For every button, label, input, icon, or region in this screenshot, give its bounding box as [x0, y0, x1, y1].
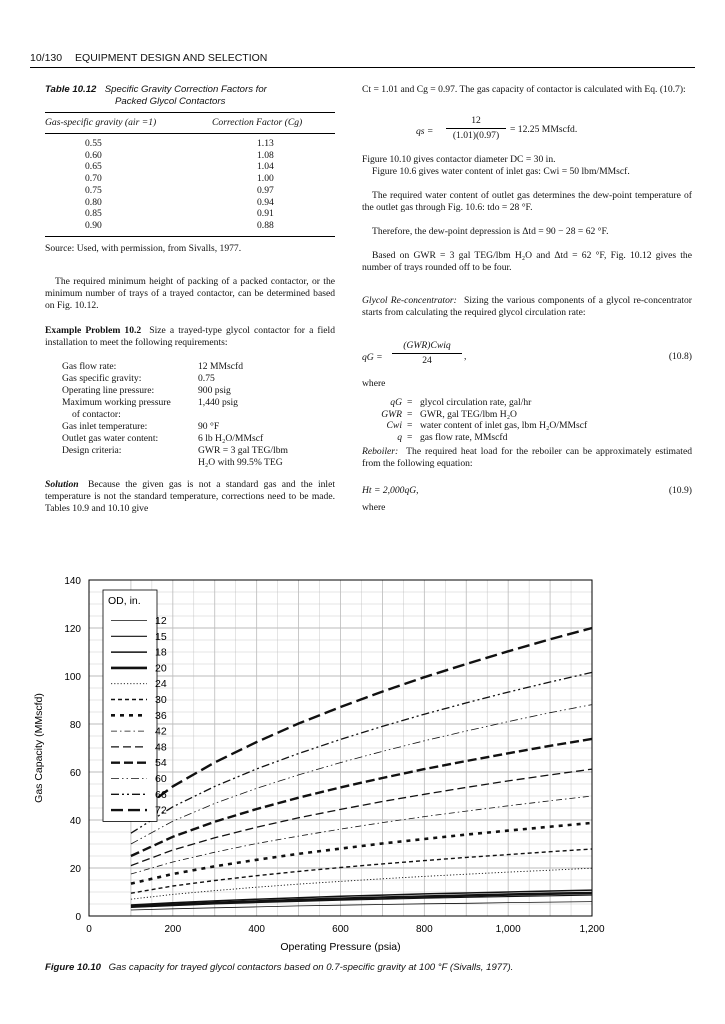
legend-label: 48 [155, 741, 167, 754]
left-paragraph: The required minimum height of packing of a packed contactor, or the minimum number of trays of a trayed contactor, can be determined based on Fig. 10.12. [45, 276, 335, 311]
requirement-value: 6 lb H₂O/MMscf [198, 433, 264, 444]
table-col2: Correction Factor (Cg) [212, 117, 303, 128]
definition-text: glycol circulation rate, gal/hr [420, 397, 532, 408]
x-tick-label: 800 [415, 924, 433, 935]
legend-label: 66 [155, 788, 167, 801]
definition-equals: = [407, 408, 413, 420]
requirement-label: Design criteria: [62, 445, 122, 456]
table-cell-gravity: 0.65 [85, 161, 102, 173]
table-cell-gravity: 0.90 [85, 219, 102, 231]
table-header [45, 117, 335, 129]
definitions-list [362, 397, 692, 447]
legend-label: 30 [155, 694, 167, 706]
example-problem [45, 325, 335, 349]
figure-caption [45, 962, 513, 973]
requirement-row [62, 361, 332, 373]
solution-label: Solution [45, 479, 79, 490]
table-cell-gravity: 0.70 [85, 173, 102, 185]
reconcentrator-text: Sizing the various components of a glycol re-concentrator starts from calculating the required glycol circulation rate: [362, 295, 692, 318]
eq2-tag: (10.8) [668, 351, 692, 362]
table-body [45, 138, 335, 234]
where-2: where [362, 502, 386, 513]
definition-text: water content of inlet gas, lbm H₂O/MMscf [420, 420, 588, 431]
definition-row [362, 397, 692, 409]
x-tick-label: 400 [248, 924, 266, 935]
right-p2: Figure 10.10 gives contactor diameter DC = 30 in. [362, 154, 556, 165]
table-cell-factor: 1.00 [257, 173, 274, 185]
definition-symbol: GWR [381, 408, 402, 420]
eq2-num: (GWR)Cwiq [403, 340, 451, 351]
reboiler-text: The required heat load for the reboiler can be approximately estimated from the following equation: [362, 446, 692, 469]
requirement-row [62, 433, 332, 445]
y-axis-label: Gas Capacity (MMscfd) [33, 693, 45, 803]
legend-label: 18 [155, 646, 167, 659]
table-row [45, 185, 335, 197]
table-cell-factor: 1.08 [257, 149, 274, 161]
definition-symbol: qG [390, 397, 402, 408]
y-tick-label: 100 [64, 672, 81, 683]
requirement-label: Gas inlet temperature: [62, 421, 148, 432]
table-row [45, 220, 335, 232]
table-top-rule [45, 112, 335, 113]
requirement-row [62, 409, 332, 421]
table-label: Table 10.12 [45, 84, 97, 95]
figure-label: Figure 10.10 [45, 962, 101, 973]
requirement-value: GWR = 3 gal TEG/lbm [198, 445, 288, 456]
equation-10-7 [362, 115, 692, 147]
definition-row [362, 420, 692, 432]
eq2-fraction-bar [392, 353, 462, 354]
right-line1: Ct = 1.01 and Cg = 0.97. The gas capacity of contactor is calculated with Eq. (10.7): [362, 84, 686, 95]
y-tick-label: 60 [69, 768, 81, 779]
table-caption [45, 84, 335, 108]
table-row [45, 138, 335, 150]
table-cell-factor: 1.13 [257, 138, 274, 149]
eq-fraction-bar [446, 128, 506, 129]
x-tick-label: 1,000 [495, 924, 521, 935]
legend-label: 54 [155, 757, 167, 770]
x-tick-label: 200 [164, 924, 182, 935]
x-tick-label: 600 [332, 924, 349, 935]
requirement-label: of contactor: [72, 409, 121, 420]
x-axis-label: Operating Pressure (psia) [280, 941, 401, 953]
y-tick-label: 80 [69, 720, 81, 731]
eq-den: (1.01)(0.97) [452, 130, 500, 141]
y-tick-label: 0 [75, 912, 81, 923]
eq2-comma: , [464, 351, 467, 362]
legend-label: 20 [155, 662, 167, 675]
definition-symbol: q [397, 431, 402, 443]
figure-caption-text: Gas capacity for trayed glycol contactors based on 0.7-specific gravity at 100 °F (Sivalls, 1977). [108, 962, 514, 973]
definition-text: gas flow rate, MMscfd [420, 431, 508, 443]
x-tick-label: 0 [86, 924, 92, 935]
table-cell-gravity: 0.55 [85, 138, 102, 149]
reconcentrator-label: Glycol Re-concentrator: [362, 295, 457, 306]
definition-symbol: Cwi [386, 420, 402, 431]
table-col1: Gas-specific gravity (air =1) [45, 117, 157, 128]
requirement-value: 12 MMscfd [198, 361, 244, 372]
eq3: Ht = 2,000qG, [362, 485, 419, 496]
right-p7 [362, 295, 692, 319]
eq3-tag: (10.9) [668, 485, 692, 496]
eq2-lhs: qG = [362, 352, 383, 363]
right-p6: Based on GWR = 3 gal TEG/lbm H₂O and Δtd = 62 °F, Fig. 10.12 gives the number of trays rounded off to be four. [362, 250, 692, 273]
table-title-2: Packed Glycol Contactors [115, 96, 226, 107]
requirement-row [62, 397, 332, 409]
requirement-value: 0.75 [198, 373, 215, 384]
table-bottom-rule [45, 236, 335, 237]
table-row [45, 161, 335, 173]
equation-10-9 [362, 485, 692, 499]
eq-lhs: qs = [416, 126, 434, 137]
requirement-label: Operating line pressure: [62, 385, 155, 396]
requirement-value: 1,440 psig [198, 397, 238, 408]
requirement-label: Gas specific gravity: [62, 373, 142, 384]
where-1: where [362, 378, 386, 389]
table-cell-factor: 0.94 [257, 196, 274, 208]
requirement-label: Maximum working pressure [62, 397, 171, 408]
table-source: Source: Used, with permission, from Sivalls, 1977. [45, 243, 242, 254]
definition-row [362, 432, 692, 444]
legend-label: 15 [155, 630, 167, 643]
y-tick-label: 120 [64, 624, 81, 635]
legend-label: 60 [155, 773, 167, 785]
requirement-value: H₂O with 99.5% TEG [198, 457, 283, 468]
eq2-den: 24 [422, 355, 432, 366]
running-title: EQUIPMENT DESIGN AND SELECTION [75, 52, 268, 64]
legend-title: OD, in. [108, 595, 141, 607]
requirement-row [62, 421, 332, 433]
example-text: Size a trayed-type glycol contactor for a field installation to meet the following requirements: [45, 325, 335, 348]
solution-text: Because the given gas is not a standard gas and the inlet temperature is not the standard temperature, corrections need to be made. Tables 10.9 and 10.10 give [45, 479, 336, 514]
requirement-label: Gas flow rate: [62, 361, 117, 372]
table-cell-gravity: 0.80 [85, 196, 102, 208]
example-label: Example Problem 10.2 [45, 325, 142, 336]
table-title-1: Specific Gravity Correction Factors for [104, 84, 267, 95]
requirement-label: Outlet gas water content: [62, 433, 159, 444]
requirement-value: 90 °F [198, 421, 220, 432]
right-p3: Figure 10.6 gives water content of inlet gas: Cwi = 50 lbm/MMscf. [372, 166, 630, 177]
y-tick-label: 20 [69, 864, 81, 875]
y-tick-label: 140 [64, 576, 81, 587]
right-p4: The required water content of outlet gas determines the dew-point temperature of the outlet gas through Fig. 10.6: tdo = 28 °F. [362, 190, 692, 213]
solution-paragraph [45, 479, 335, 515]
reboiler-label: Reboiler: [362, 446, 399, 457]
page-header [30, 52, 267, 64]
eq-num: 12 [471, 115, 481, 126]
eq-rhs: = 12.25 MMscfd. [510, 124, 578, 135]
table-row [45, 173, 335, 185]
table-cell-gravity: 0.60 [85, 149, 102, 161]
table-cell-gravity: 0.75 [85, 184, 102, 196]
gas-capacity-chart [0, 560, 725, 960]
table-cell-factor: 0.91 [257, 208, 274, 220]
legend-label: 72 [155, 804, 167, 817]
requirements-list [62, 361, 352, 471]
legend-label: 24 [155, 678, 167, 691]
table-row [45, 150, 335, 162]
equation-10-8 [362, 340, 692, 372]
legend-label: 42 [155, 725, 167, 738]
table-cell-gravity: 0.85 [85, 208, 102, 220]
legend-label: 36 [155, 709, 167, 722]
table-row [45, 197, 335, 209]
table-cell-factor: 0.88 [257, 219, 274, 231]
page-number: 10/130 [30, 52, 63, 64]
definition-row [362, 409, 692, 421]
table-cell-factor: 1.04 [257, 161, 274, 173]
x-tick-label: 1,200 [579, 924, 605, 935]
header-rule [30, 67, 695, 68]
table-row [45, 208, 335, 220]
definition-equals: = [407, 397, 413, 408]
definition-equals: = [407, 420, 413, 431]
legend-box [103, 590, 157, 821]
definition-equals: = [407, 431, 413, 443]
table-mid-rule [45, 133, 335, 134]
definition-text: GWR, gal TEG/lbm H₂O [420, 408, 517, 420]
reboiler-paragraph [362, 446, 692, 470]
right-p5: Therefore, the dew-point depression is Δtd = 90 − 28 = 62 °F. [372, 226, 609, 237]
y-tick-label: 40 [69, 816, 81, 827]
requirement-row [62, 445, 332, 457]
table-cell-factor: 0.97 [257, 184, 274, 196]
requirement-row [62, 457, 332, 469]
legend-label: 12 [155, 615, 167, 627]
requirement-value: 900 psig [198, 385, 231, 396]
requirement-row [62, 373, 332, 385]
requirement-row [62, 385, 332, 397]
